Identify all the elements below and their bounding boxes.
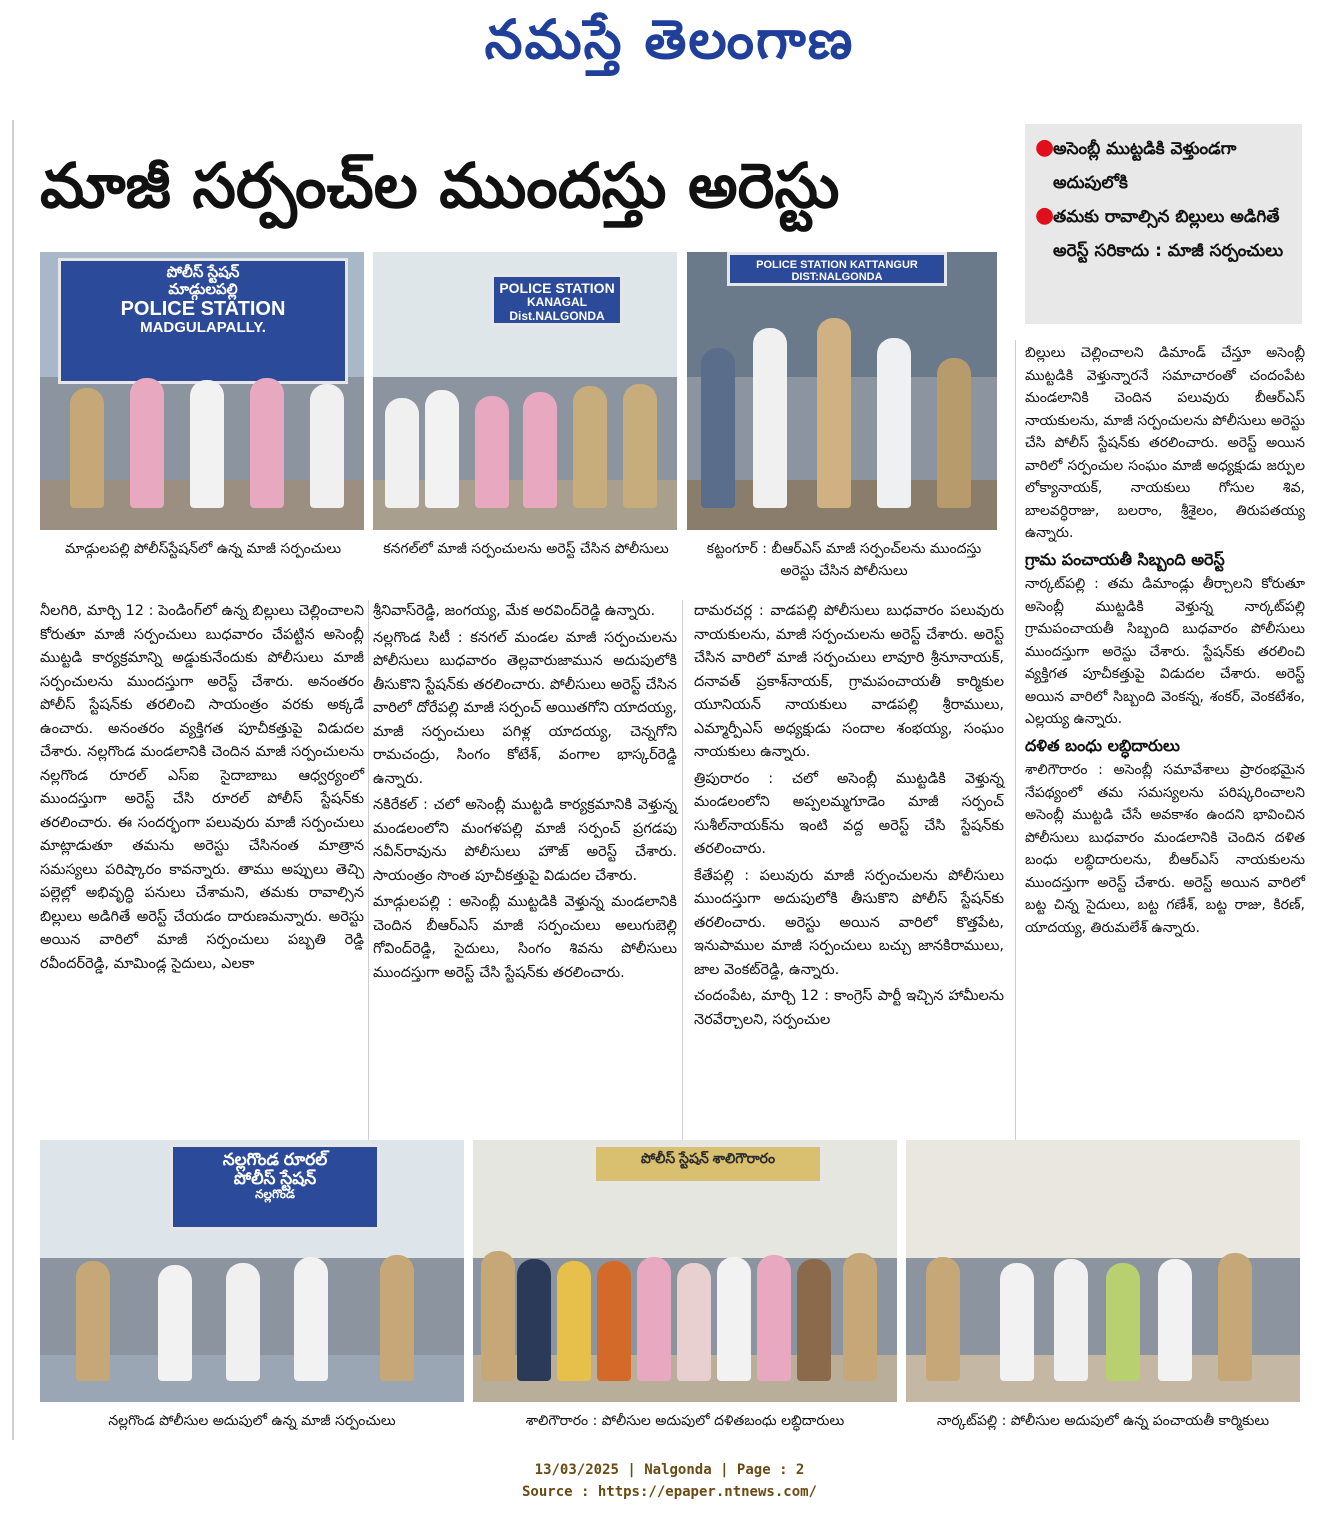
headline: మాజీ సర్పంచ్‌ల ముందస్తు అరెస్టు (40, 149, 840, 222)
article-paragraph: నకిరేకల్ : చలో అసెంబ్లీ ముట్టడి కార్యక్రమానికి వెళ్తున్న మండలంలోని మంగళపల్లి మాజీ సర్పంచ్ ప్రగడపు నవీన్‌రావును పోలీసులు హౌజ్ అరెస్ట్ చేశారు. సాయంత్రం సొంత పూచీకత్తుపై విడుదల చేశారు. (373, 797, 677, 884)
article-column-2 (373, 600, 677, 988)
highlight-item (1035, 200, 1292, 268)
sign-text: KANAGAL (527, 295, 587, 310)
section-subheading: దళిత బంధు లబ్ధిదారులు (1025, 735, 1180, 755)
article-paragraph: శ్రీనివాస్‌రెడ్డి, జంగయ్య, మేక అరవింద్‌రెడ్డి ఉన్నారు. (373, 603, 656, 619)
article-column-4 (1025, 342, 1305, 942)
photo-narketpally-station (906, 1140, 1300, 1402)
article-paragraph: నల్లగొండ సిటీ : కనగల్ మండల మాజీ సర్పంచులను పోలీసులు బుధవారం తెల్లవారుజామున అదుపులోకి తీసుకొని స్టేషన్‌కు తరలించారు. పోలీసులు అరెస్ట్ చేసిన వారిలో దోరేపల్లి మాజీ సర్పంచ్ అయితగోని యాదయ్య, మాజీ సర్పంచులు పగిళ్ల యాదయ్య, చెన్నగోని రామచంద్రు, సింగం కోటేశ్, వంగాల భాస్కర్‌రెడ్డి ఉన్నారు. (373, 629, 677, 787)
highlight-item (1035, 132, 1292, 200)
photo-nalgonda-rural-station (40, 1140, 464, 1402)
bullet-dot-icon: ● (1035, 135, 1055, 160)
sign-text: POLICE STATION (120, 298, 286, 320)
police-station-sign (727, 252, 947, 286)
photo-caption: నార్కట్‌పల్లి : పోలీసుల అదుపులో ఉన్న పంచాయతీ కార్మికులు (936, 1413, 1270, 1429)
article-paragraph: నీలగిరి, మార్చి 12 : పెండింగ్‌లో ఉన్న బిల్లులు చెల్లించాలని కోరుతూ మాజీ సర్పంచులు బుధవారం చేపట్టిన అసెంబ్లీ ముట్టడి కార్యక్రమాన్ని అడ్డుకునేందుకు పోలీసులు మాజీ సర్పంచులను ముందస్తుగా అరెస్ట్ చేశారు. అనంతరం పోలీస్ స్టేషన్‌కు తరలించి సాయంత్రం వరకు అక్కడే ఉంచారు. అనంతరం వ్యక్తిగత పూచీకత్తుపై విడుదల చేశారు. నల్లగొండ మండలానికి చెందిన మాజీ సర్పంచులను నల్లగొండ రూరల్ ఎస్‌ఐ సైదాబాబు ఆధ్వర్యంలో ముందస్తుగా అరెస్ట్ చేసి రూరల్ పోలీస్ స్టేషన్‌కు తరలించారు. ఈ సందర్భంగా పలువురు మాజీ సర్పంచులు మాట్లాడుతూ తమను అరెస్టు చేసినంత మాత్రాన సమస్యలు పరిష్కారం కావన్నారు. తాము అప్పులు తెచ్చి పల్లెల్లో అభివృద్ధి పనులు చేశామని, తమకు రావాల్సిన బిల్లులు అడిగితే అరెస్ట్ చేయడం దారుణమన్నారు. అరెస్టు అయిన వారిలో మాజీ సర్పంచులు పబ్బతి రెడ్డి రవీందర్‌రెడ్డి, మామిండ్ల సైదులు, ఎలకా (40, 603, 364, 972)
bullet-dot-icon: ● (1035, 203, 1055, 228)
article-paragraph: శాలిగౌరారం : అసెంబ్లీ సమావేశాలు ప్రారంభమైన నేపథ్యంలో తమ సమస్యలను పరిష్కరించాలని అసెంబ్లీ ముట్టడి చేసే అవకాశం ఉందని భావించిన పోలీసులు బుధవారం మండలానికి చెందిన దళిత బంధు లబ్ధిదారులను, బీఆర్‌ఎస్ నాయకులను ముందస్తుగా అరెస్ట్ చేశారు. అరెస్ట్ అయిన వారిలో బట్ట చిన్న సైదులు, బట్ట గణేశ్, బట్ట రాజు, కిరణ్, యాదయ్య, తిరుమలేశ్ ఉన్నారు. (1025, 762, 1305, 936)
sign-text: నల్లగొండ రూరల్ (222, 1150, 328, 1169)
photo-caption: కట్టంగూర్ : బీఆర్‌ఎస్ మాజీ సర్పంచ్‌లను ముందస్తు అరెస్టు చేసిన పోలీసులు (706, 541, 982, 579)
photo-kattangur-station (687, 252, 997, 530)
article-paragraph: మాడ్గులపల్లి : అసెంబ్లీ ముట్టడికి వెళ్తున్న మండలానికి చెందిన బీఆర్‌ఎస్ మాజీ సర్పంచులు అలుగుబెల్లి గోవింద్‌రెడ్డి, సైదులు, సింగం శివను పోలీసులు ముందస్తుగా అరెస్ట్ చేసి స్టేషన్‌కు తరలించారు. (373, 894, 677, 981)
article-paragraph: కేతేపల్లి : పలువురు మాజీ సర్పంచులను పోలీసులు ముందస్తుగా అదుపులోకి తీసుకొని పోలీస్ స్టేషన్‌కు తరలించారు. అరెస్టు అయిన వారిలో కొత్తపేట, ఇనుపాముల మాజీ సర్పంచులు బచ్చు జానకిరాములు, జాల వెంకట్‌రెడ్డి, ఉన్నారు. (694, 867, 1004, 978)
photo-caption: నల్లగొండ పోలీసుల అదుపులో ఉన్న మాజీ సర్పంచులు (108, 1413, 396, 1429)
article-paragraph: త్రిపురారం : చలో అసెంబ్లీ ముట్టడికి వెళ్తున్న మండలంలోని అప్పలమ్మగూడెం మాజీ సర్పంచ్ సుశీల్‌నాయక్‌ను ఇంటి వద్ద అరెస్ట్ చేసి స్టేషన్‌కు తరలించారు. (694, 770, 1004, 857)
masthead-logo: నమస్తే తెలంగాణ (484, 8, 855, 71)
article-paragraph: నార్కట్‌పల్లి : తమ డిమాండ్లు తీర్చాలని కోరుతూ అసెంబ్లీ ముట్టడికి వెళ్తున్న నార్కట్‌పల్లి గ్రామపంచాయతీ సిబ్బంది బుధవారం పోలీసులు ముందస్తుగా అరెస్టు చేశారు. స్టేషన్‌కు తరలించి వ్యక్తిగత పూచీకత్తుపై విడుదల చేశారు. అరెస్ట్ అయిన వారిలో సిబ్బంది వెంకన్న, శంకర్, వెంకటేశం, ఎల్లయ్య ఉన్నారు. (1025, 576, 1305, 727)
left-rule (12, 120, 14, 1440)
sign-text: MADGULAPALLY. (140, 319, 266, 336)
sign-text: POLICE STATION (499, 280, 615, 296)
section-subheading: గ్రామ పంచాయతీ సిబ్బంది అరెస్ట్ (1025, 549, 1225, 569)
highlight-text: అసెంబ్లీ ముట్టడికి వెళ్తుండగా అదుపులోకి (1053, 139, 1237, 193)
police-station-sign (491, 274, 623, 326)
police-station-sign (170, 1144, 380, 1230)
highlight-text: తమకు రావాల్సిన బిల్లులు అడిగితే అరెస్ట్ సరికాదు : మాజీ సర్పంచులు (1053, 207, 1284, 261)
photo-caption: మాడ్గులపల్లి పోలీస్‌స్టేషన్‌లో ఉన్న మాజీ సర్పంచులు (64, 541, 342, 557)
column-divider (368, 600, 369, 1168)
photo-kanagal-station (373, 252, 677, 530)
sign-text: నల్లగొండ (255, 1187, 295, 1202)
article-paragraph: బిల్లులు చెల్లించాలని డిమాండ్ చేస్తూ అసెంబ్లీ ముట్టడికి వెళ్తున్నారనే సమాచారంతో చందంపేట మండలానికి చెందిన పలువురు బీఆర్‌ఎస్ నాయకులను, మాజీ సర్పంచులను పోలీసులు అరెస్టు చేసి పోలీస్ స్టేషన్‌కు తరలించారు. అరెస్ట్ అయిన వారిలో సర్పంచుల సంఘం మాజీ అధ్యక్షుడు జర్పుల లోక్యానాయక్, నాయకులు గోసుల శివ, బాలవర్ధిరాజు, బలరాం, శ్రీశైలం, తిరుపతయ్య ఉన్నారు. (1025, 345, 1305, 541)
sign-text: పోలీస్ స్టేషన్ (233, 1168, 317, 1188)
article-column-3 (694, 600, 1004, 1035)
police-station-sign (593, 1144, 823, 1184)
article-column-1 (40, 600, 364, 979)
sign-text: POLICE STATION KATTANGUR (756, 259, 918, 271)
photo-caption: శాలిగౌరారం : పోలీసుల అదుపులో దళితబంధు లబ్ధిదారులు (525, 1413, 845, 1429)
sign-text: పోలీస్ స్టేషన్ (640, 1150, 709, 1166)
photo-madgulapally-station (40, 252, 364, 530)
column-divider (1015, 340, 1016, 1166)
footer-date-line: 13/03/2025 | Nalgonda | Page : 2 (534, 1462, 805, 1478)
sign-text: శాలిగౌరారం (712, 1150, 776, 1166)
sign-text: Dist.NALGONDA (509, 308, 605, 323)
sign-text: మాడ్గులపల్లి (168, 280, 238, 298)
photo-caption: కనగల్‌లో మాజీ సర్పంచులను అరెస్ట్ చేసిన పోలీసులు (383, 541, 669, 557)
article-paragraph: చందంపేట, మార్చి 12 : కాంగ్రెస్ పార్టీ ఇచ్చిన హామీలను నెరవేర్చాలని, సర్పంచుల (694, 988, 1004, 1028)
photo-shaligouraram-station (473, 1140, 897, 1402)
highlights-box (1025, 124, 1302, 324)
sign-text: DIST:NALGONDA (791, 271, 883, 284)
sign-text: పోలీస్ స్టేషన్ (166, 264, 240, 281)
footer-source-link[interactable]: Source : https://epaper.ntnews.com/ (521, 1484, 817, 1500)
column-divider (682, 600, 683, 1168)
article-paragraph: దామరచర్ల : వాడపల్లి పోలీసులు బుధవారం పలువురు నాయకులను, మాజీ సర్పంచులను అరెస్ట్ చేశారు. అరెస్ట్ చేసిన వారిలో మాజీ సర్పంచులు లావూరి శ్రీనూనాయక్, దనావత్ ప్రకాశ్‌నాయక్, గ్రామపంచాయతీ కార్మికుల యూనియన్ నాయకులు వాడపల్లి శ్రీరాములు, ఎమ్మార్పీఎస్ అధ్యక్షుడు సందాల శంభయ్య, సంఘం నాయకులు ఉన్నారు. (694, 603, 1004, 760)
police-station-sign (58, 258, 348, 384)
